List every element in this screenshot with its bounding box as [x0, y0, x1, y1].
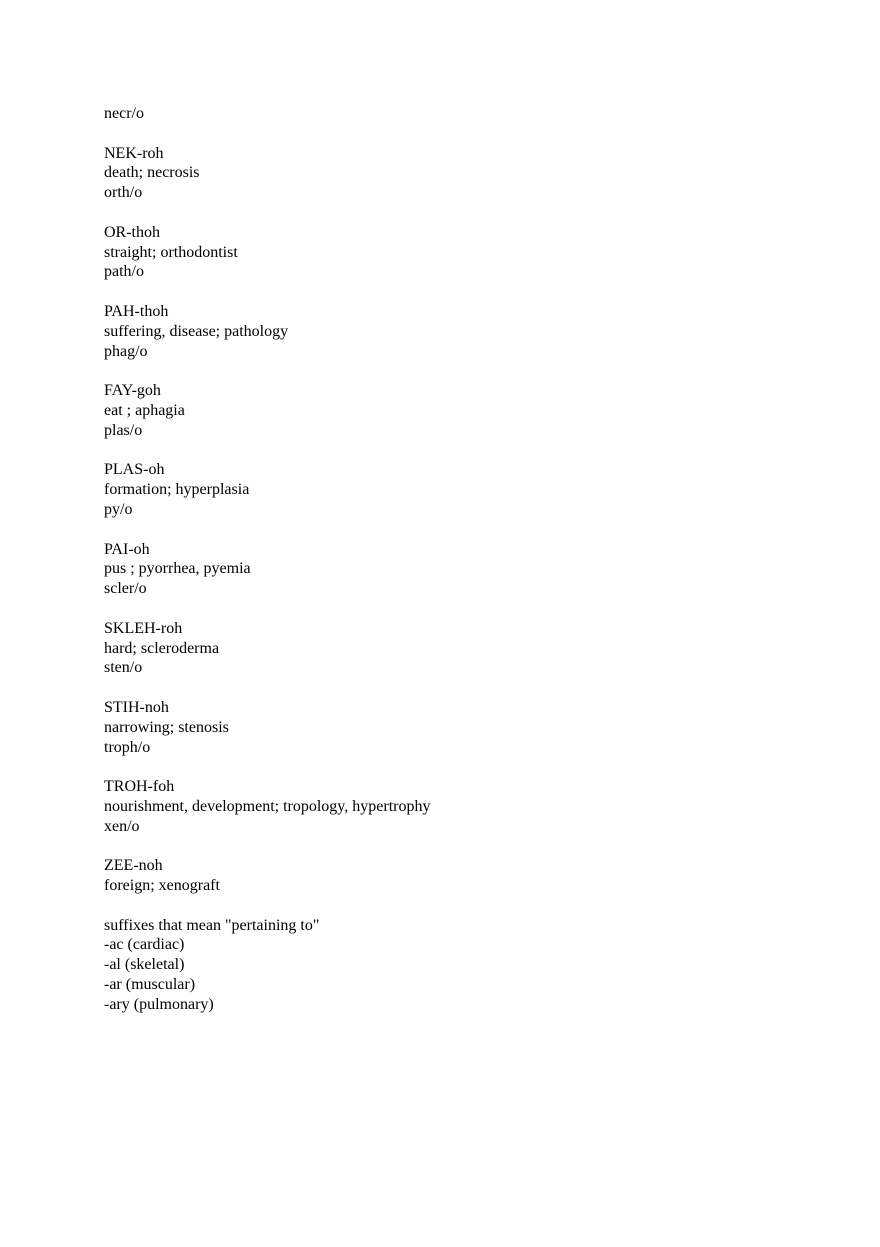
spacer: [104, 757, 804, 777]
root-term: py/o: [104, 500, 133, 518]
suffix-item: -ac (cardiac): [104, 936, 185, 954]
meaning: eat ; aphagia: [104, 401, 185, 419]
meaning: death; necrosis: [104, 164, 200, 182]
meaning: foreign; xenograft: [104, 877, 220, 895]
pronunciation: TROH-foh: [104, 778, 175, 796]
spacer: [104, 599, 804, 619]
root-term: scler/o: [104, 580, 147, 598]
suffix-item: -al (skeletal): [104, 956, 185, 974]
spacer: [104, 203, 804, 223]
spacer: [104, 678, 804, 698]
suffix-heading: suffixes that mean "pertaining to": [104, 916, 320, 934]
root-term: sten/o: [104, 659, 143, 677]
root-term: troph/o: [104, 738, 151, 756]
pronunciation: SKLEH-roh: [104, 619, 183, 637]
meaning: pus ; pyorrhea, pyemia: [104, 560, 251, 578]
root-term: necr/o: [104, 105, 144, 122]
pronunciation: OR-thoh: [104, 223, 160, 241]
spacer: [104, 124, 804, 144]
suffix-item: -ar (muscular): [104, 976, 196, 994]
root-term: plas/o: [104, 421, 143, 439]
pronunciation: PAI-oh: [104, 540, 150, 558]
pronunciation: PLAS-oh: [104, 461, 165, 479]
meaning: formation; hyperplasia: [104, 481, 250, 499]
spacer: [104, 836, 804, 856]
suffix-item: -ary (pulmonary): [104, 995, 214, 1013]
pronunciation: FAY-goh: [104, 382, 161, 400]
meaning: narrowing; stenosis: [104, 718, 229, 736]
root-term: phag/o: [104, 342, 148, 360]
meaning: straight; orthodontist: [104, 243, 238, 261]
root-term: orth/o: [104, 184, 143, 202]
document-content: [104, 104, 804, 1015]
root-term: path/o: [104, 263, 144, 281]
root-term: xen/o: [104, 817, 140, 835]
spacer: [104, 520, 804, 540]
pronunciation: NEK-roh: [104, 144, 164, 162]
spacer: [104, 441, 804, 461]
spacer: [104, 361, 804, 381]
meaning: suffering, disease; pathology: [104, 322, 289, 340]
spacer: [104, 896, 804, 916]
pronunciation: STIH-noh: [104, 698, 169, 716]
pronunciation: ZEE-noh: [104, 857, 163, 875]
meaning: hard; scleroderma: [104, 639, 220, 657]
spacer: [104, 282, 804, 302]
pronunciation: PAH-thoh: [104, 302, 169, 320]
meaning: nourishment, development; tropology, hypertrophy: [104, 797, 431, 815]
